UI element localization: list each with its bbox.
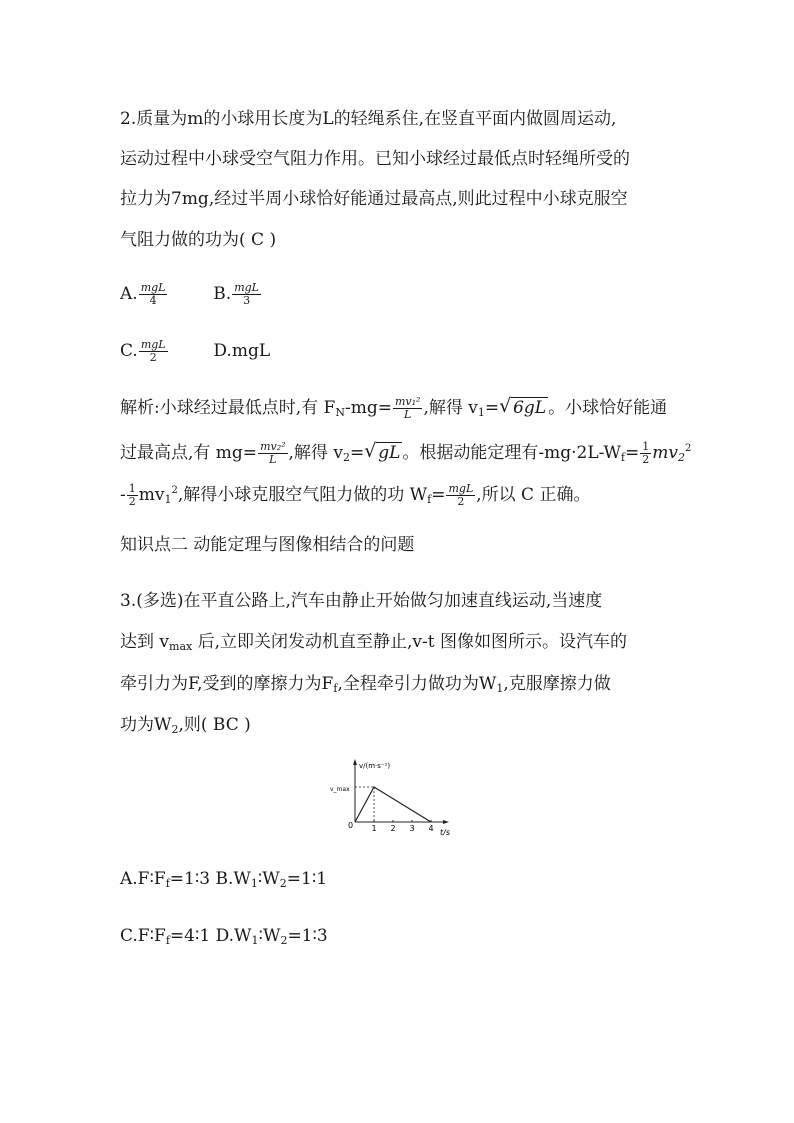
sqrt-expression: √ gL: [364, 440, 401, 463]
fraction-numerator: mgL: [234, 281, 259, 294]
subscript: f: [620, 451, 625, 464]
section-title: 知识点二 动能定理与图像相结合的问题: [120, 535, 415, 555]
solution-text: mv: [138, 485, 165, 505]
q3-text: 达到 v: [120, 632, 170, 652]
subscript: 2: [342, 451, 350, 464]
q2-option-b-fraction: [232, 282, 261, 307]
q3-option-b-text: ∶W: [257, 869, 280, 889]
sqrt-body: gL: [378, 443, 401, 463]
q3-option-d-text: ∶W: [258, 926, 281, 946]
q3-option-a: A.F∶F: [120, 869, 166, 889]
subscript: 2: [279, 877, 287, 890]
solution-text: ,解得小球克服空气阻力做的功 W: [177, 485, 428, 505]
subscript: 1: [477, 406, 485, 419]
fraction-denominator: L: [404, 408, 412, 421]
q2-option-a-label: A.: [120, 284, 138, 304]
fraction-denominator: 4: [149, 294, 157, 307]
x-tick-label: 2: [390, 824, 396, 833]
subscript: 1: [250, 877, 258, 890]
q3-options-row-2: [120, 925, 328, 952]
solution-line-3: [120, 480, 590, 511]
q3-option-c-ratio: =4∶1: [169, 926, 211, 946]
q3-line-3: [120, 673, 611, 700]
q2-line-4: 气阻力做的功为( C ): [120, 230, 277, 250]
half-fraction: [127, 483, 138, 508]
q2-options-row-1: [120, 282, 262, 307]
fraction-denominator: 2: [128, 495, 136, 508]
fraction-denominator: L: [269, 453, 277, 466]
origin-label: 0: [348, 821, 354, 830]
q3-text: ,则( BC ): [178, 715, 251, 735]
subscript: f: [165, 934, 170, 947]
solution-text: ,所以 C 正确。: [476, 485, 591, 505]
fraction-denominator: 2: [457, 495, 465, 508]
q2-line-1: 2.质量为m的小球用长度为L的轻绳系住,在竖直平面内做圆周运动,: [120, 109, 617, 129]
y-axis-arrow: [353, 759, 357, 765]
x-axis-arrow: [443, 820, 449, 824]
solution-text: 。小球恰好能通: [548, 398, 668, 418]
vt-chart: [328, 756, 468, 842]
vt-series-line: [355, 787, 431, 822]
fraction-numerator: 1: [642, 440, 650, 453]
fraction-numerator: 1: [128, 482, 136, 495]
q3-option-d: D.W: [210, 926, 252, 946]
q2-option-c-label: C.: [120, 341, 138, 361]
q2-option-b-label: B.: [213, 284, 232, 304]
fraction-numerator: mgL: [140, 281, 166, 294]
solution-text: =: [349, 443, 365, 463]
y-axis-label: v/(m·s⁻¹): [359, 762, 391, 770]
subscript: f: [165, 877, 170, 890]
x-tick-label: 3: [409, 824, 415, 833]
q2-option-a-fraction: [139, 282, 168, 307]
fraction-denominator: 3: [243, 294, 251, 307]
q3-line-1: 3.(多选)在平直公路上,汽车由静止开始做匀加速直线运动,当速度: [120, 591, 603, 611]
y-tick-label-vmax: v_max: [330, 786, 350, 793]
solution-fraction: [258, 441, 287, 466]
q3-text: ,全程牵引力做功为W: [337, 674, 497, 694]
solution-line-2: [120, 438, 691, 469]
fraction-denominator: 2: [642, 453, 650, 466]
q3-option-b: B.W: [210, 869, 251, 889]
superscript: 2: [171, 485, 178, 496]
superscript: 2: [684, 443, 692, 454]
solution-fraction: [393, 396, 422, 421]
q2-line-3: 拉力为7mg,经过半周小球恰好能通过最高点,则此过程中小球克服空: [120, 189, 628, 209]
solution-text: =: [431, 485, 446, 505]
q3-line-4: [120, 714, 251, 741]
half-fraction: [640, 441, 651, 466]
q3-option-a-ratio: =1∶3: [169, 869, 211, 889]
solution-text: -mg=: [344, 398, 392, 418]
solution-text: ,解得 v: [288, 443, 343, 463]
solution-text: 过最高点,有 mg=: [120, 443, 258, 463]
q3-line-2: [120, 631, 627, 658]
fraction-numerator: mgL: [448, 482, 474, 495]
q3-text: 功为W: [120, 715, 172, 735]
x-tick-label: 4: [428, 824, 434, 833]
solution-text: =: [484, 398, 500, 418]
q3-text: 后,立即关闭发动机直至静止,v-t 图像如图所示。设汽车的: [192, 632, 628, 652]
q3-option-c: C.F∶F: [120, 926, 166, 946]
solution-line-1: [120, 396, 667, 424]
solution-text: =: [625, 443, 640, 463]
solution-text: 。根据动能定理有-mg·2L-W: [402, 443, 621, 463]
fraction-numerator: mgL: [140, 338, 166, 351]
q2-option-c-fraction: [139, 339, 168, 364]
q2-options-row-2: [120, 339, 270, 364]
solution-fraction: [446, 483, 475, 508]
subscript: 1: [496, 682, 504, 695]
subscript: 2: [280, 934, 288, 947]
q3-options-row-1: [120, 868, 327, 895]
solution-text: mv: [652, 443, 678, 463]
subscript: f: [333, 682, 338, 695]
solution-text: 解析:小球经过最低点时,有 F: [120, 398, 336, 418]
subscript: 2: [171, 723, 179, 736]
subscript: 1: [251, 934, 259, 947]
subscript: f: [427, 493, 432, 506]
fraction-numerator: mv₁²: [394, 395, 421, 408]
sqrt-expression: √ 6gL: [499, 395, 547, 418]
subscript: max: [169, 640, 193, 653]
q3-text: 牵引力为F,受到的摩擦力为F: [120, 674, 334, 694]
fraction-numerator: mv₂²: [260, 440, 286, 453]
subscript: 1: [164, 493, 172, 506]
q3-text: ,克服摩擦力做: [503, 674, 611, 694]
solution-text: -: [120, 485, 126, 505]
x-tick-label: 1: [371, 824, 377, 833]
q3-option-d-ratio: =1∶3: [287, 926, 328, 946]
q2-line-2: 运动过程中小球受空气阻力作用。已知小球经过最低点时轻绳所受的: [120, 149, 630, 169]
sqrt-body: 6gL: [513, 398, 547, 418]
q2-option-d: D.mgL: [213, 341, 271, 361]
subscript: N: [335, 406, 345, 419]
x-axis-label: t/s: [440, 828, 450, 837]
subscript: 2: [677, 451, 685, 464]
fraction-denominator: 2: [149, 351, 157, 364]
solution-text: ,解得 v: [423, 398, 478, 418]
q3-option-b-ratio: =1∶1: [286, 869, 328, 889]
